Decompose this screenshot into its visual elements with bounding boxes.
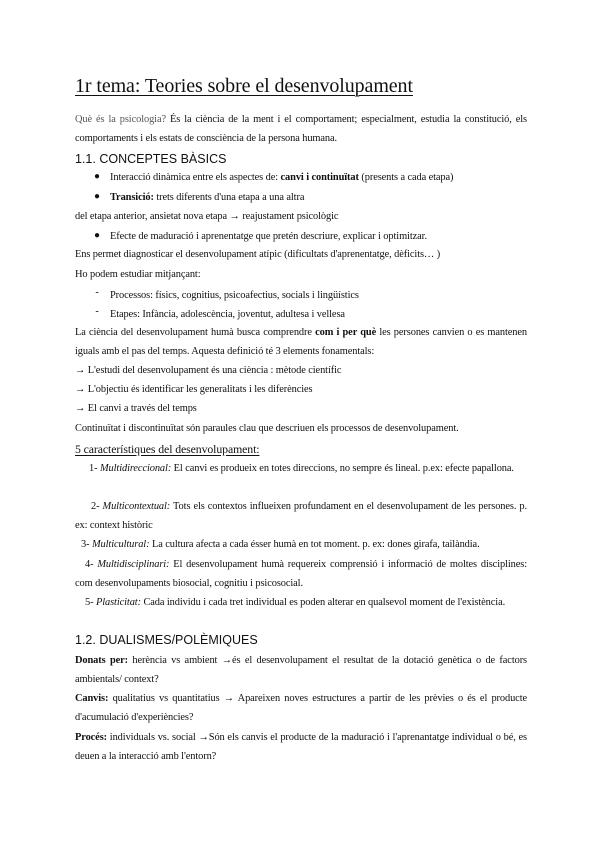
characteristic-text: Tots els contextos influeixen profundament en el desenvolupament de les persones. p. ex: context històric xyxy=(75,501,527,531)
dualism-given-by xyxy=(75,652,527,689)
list-item-bold: Transició: xyxy=(110,192,154,203)
characteristic-number: 1- xyxy=(89,463,100,474)
intro-paragraph xyxy=(75,111,527,148)
characteristic-name: Multidireccional: xyxy=(99,463,172,474)
arrow-point-science: → L'estudi del desenvolupament és una ciència : mètode científic xyxy=(75,365,342,376)
characteristic-number: 3- xyxy=(81,539,92,550)
continuity-text: Continuïtat i discontinuïtat són paraules clau que descriuen els processos de desenvolupament. xyxy=(75,423,459,434)
list-item-transition xyxy=(110,189,530,207)
list-item-text: Interacció dinàmica entre els aspectes de: xyxy=(110,172,281,183)
characteristic-multidirectional xyxy=(75,460,527,479)
paragraph-text: La ciència del desenvolupament humà busca comprendre xyxy=(75,327,316,338)
characteristics-heading-text: 5 característiques del desenvolupament: xyxy=(75,442,260,456)
characteristic-multicontextual xyxy=(75,498,527,535)
characteristic-name: Multicultural: xyxy=(91,539,150,550)
dualism-label: Canvis: xyxy=(75,693,109,704)
transition-continuation: del etapa anterior, ansietat nova etapa → reajustament psicològic xyxy=(75,211,339,222)
arrow-point-change: → El canvi a través del temps xyxy=(75,403,197,414)
characteristics-heading xyxy=(75,440,527,459)
atypical-development-text: Ens permet diagnosticar el desenvolupament atípic (dificultats d'aprenentatge, dèficits… ) xyxy=(75,249,441,260)
characteristic-text: Cada individu i cada tret individual es poden alterar en qualsevol moment de l'existència. xyxy=(140,597,506,608)
characteristic-text: El canvi es produeix en totes direccions, no sempre és lineal. p.ex: efecte papallona. xyxy=(171,463,514,474)
bullet-icon: ● xyxy=(94,191,100,202)
list-item-change-continuity xyxy=(110,169,530,187)
characteristic-number: 5- xyxy=(85,597,96,608)
characteristic-name: Multicontextual: xyxy=(102,501,171,512)
paragraph-text: les persones canvien o es mantenen iguals amb el pas del temps. Aquesta definició té 3 elements fonamentals: xyxy=(75,327,528,357)
intro-text: És la ciència de la ment i el comportament; especialment, estudia la constitució, els comportaments i els estats de consciència de la persona humana. xyxy=(75,114,527,144)
dualism-text: qualitatius vs quantitatius → Apareixen noves estructures a partir de les prèvies o és el producte d'acumulació d'experiències? xyxy=(75,693,527,723)
study-intro-text: Ho podem estudiar mitjançant: xyxy=(75,269,201,280)
paragraph-bold: com i per què xyxy=(315,327,377,338)
bullet-icon: ● xyxy=(94,230,100,241)
list-item-maturation: Efecte de maduració i aprenentatge que pretén descriure, explicar i optimitzar. xyxy=(110,231,427,242)
dualism-process xyxy=(75,729,527,766)
list-item-text: trets diferents d'una etapa a una altra xyxy=(153,192,305,203)
characteristic-multicultural xyxy=(75,536,527,555)
dualism-changes xyxy=(75,690,527,727)
characteristic-plasticity xyxy=(75,594,527,613)
page-title: 1r tema: Teories sobre el desenvolupament xyxy=(75,75,413,97)
characteristic-name: Plasticitat: xyxy=(95,597,141,608)
dash-marker: - xyxy=(95,287,99,298)
list-item-text: (presents a cada etapa) xyxy=(358,172,454,183)
section-heading-dualisms: 1.2. DUALISMES/POLÈMIQUES xyxy=(75,633,258,647)
characteristic-text: El desenvolupament humà requereix comprensió i informació de moltes disciplines: com desenvolupaments biosocial, cognitiu i psicosocial. xyxy=(75,559,527,589)
intro-question: Què és la psicologia? xyxy=(75,114,166,125)
list-item-stages: Etapes: Infància, adolescència, joventut, adultesa i vellesa xyxy=(110,309,345,320)
dualism-label: Procés: xyxy=(75,732,107,743)
characteristic-multidisciplinary xyxy=(75,556,527,593)
dash-marker: - xyxy=(95,306,99,317)
characteristic-name: Multidisciplinari: xyxy=(97,559,170,570)
science-definition-paragraph xyxy=(75,324,527,361)
bullet-icon: ● xyxy=(94,171,100,182)
dualism-text: herència vs ambient →és el desenvolupament el resultat de la dotació genètica o de factors ambientals/ context? xyxy=(75,655,528,685)
section-heading-basic-concepts: 1.1. CONCEPTES BÀSICS xyxy=(75,152,227,166)
list-item-bold: canvi i continuïtat xyxy=(280,172,359,183)
dualism-text: individuals vs. social →Són els canvis el producte de la maduració i l'aprenantatge individual o bé, es deuen a la interacció amb l'entorn? xyxy=(75,732,527,762)
characteristic-number: 4- xyxy=(85,559,98,570)
dualism-label: Donats per: xyxy=(75,655,129,666)
characteristic-text: La cultura afecta a cada ésser humà en tot moment. p. ex: dones girafa, tailàndia. xyxy=(149,539,480,550)
arrow-point-objective: → L'objectiu és identificar les generalitats i les diferències xyxy=(75,384,313,395)
list-item-processes: Processos: físics, cognitius, psicoafectius, socials i lingüístics xyxy=(110,290,359,301)
characteristic-number: 2- xyxy=(91,501,103,512)
